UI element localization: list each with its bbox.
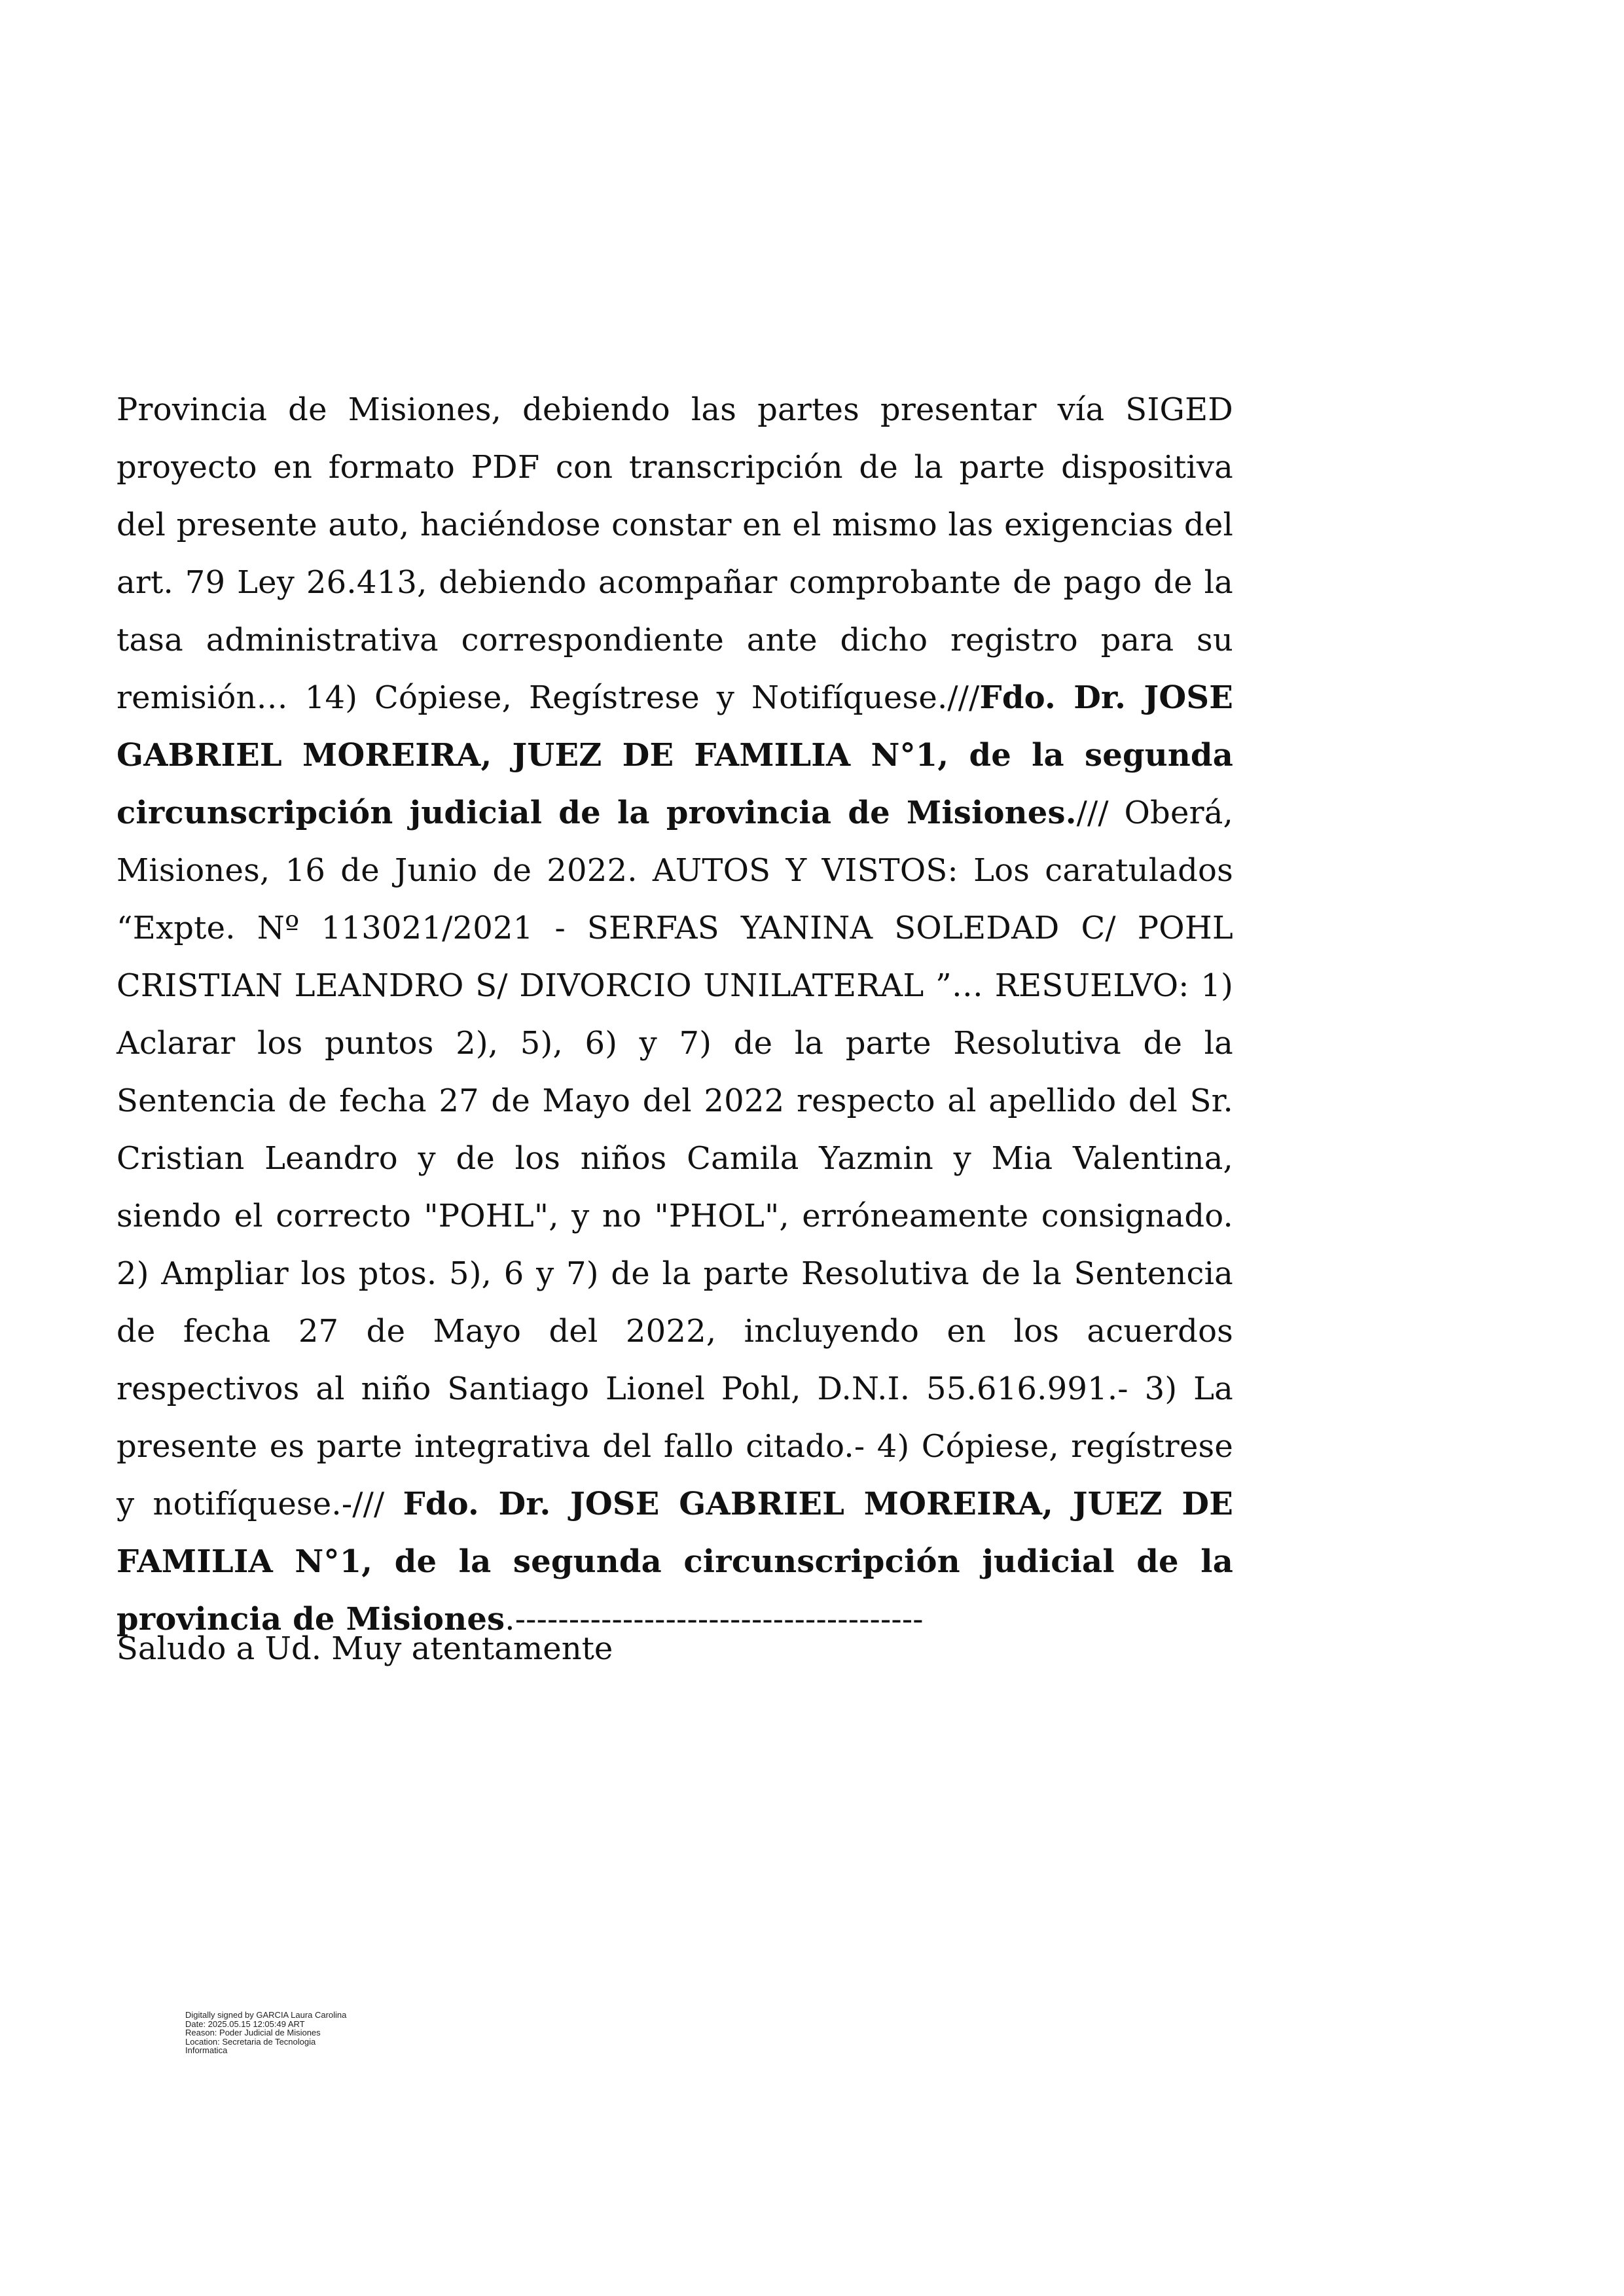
document-body-paragraph — [117, 381, 1233, 1648]
signature-line-signer: Digitally signed by GARCIA Laura Carolina — [185, 2010, 347, 2020]
signature-line-reason: Reason: Poder Judicial de Misiones — [185, 2028, 321, 2037]
body-text-segment: /// Oberá, Misiones, 16 de Junio de 2022. AUTOS Y VISTOS: Los caratulados “Expte. Nº 113021/2021 - SERFAS YANINA SOLEDAD C/ POHL CRISTIAN LEANDRO S/ DIVORCIO UNILATERAL ”… RESUELVO: 1) Aclarar los puntos 2), 5), 6) y 7) de la parte Resolutiva de la Sentencia de fecha 27 de Mayo del 2022 respecto al apellido del Sr. Cristian Leandro y de los niños Camila Yazmin y Mia Valentina, siendo el correcto "POHL", y no "PHOL", erróneamente consignado. 2) Ampliar los ptos. 5), 6 y 7) de la parte Resolutiva de la Sentencia de fecha 27 de Mayo del 2022, incluyendo en los acuerdos respectivos al niño Santiago Lionel Pohl, D.N.I. 55.616.991.- 3) La presente es parte integrativa del fallo citado.- 4) Cópiese, regístrese y notifíquese.-/// — [117, 795, 1234, 1522]
digital-signature-stamp — [185, 2011, 346, 2055]
body-text-segment: Provincia de Misiones, debiendo las partes presentar vía SIGED proyecto en formato PDF con transcripción de la parte dispositiva del presente auto, haciéndose constar en el mismo las exigencias del art. 79 Ley 26.413, debiendo acompañar comprobante de pago de la tasa administrativa correspondiente ante dicho registro para su remisión… 14) Cópiese, Regístrese y Notifíquese./// — [117, 391, 1233, 716]
judge-signature-bold: Fdo. Dr. JOSE GABRIEL MOREIRA, JUEZ DE FAMILIA N°1, de la segunda circunscripción judicial de la provincia de Misiones — [117, 1486, 1233, 1638]
signature-line-date: Date: 2025.05.15 12:05:49 ART — [185, 2018, 305, 2029]
body-text-dashes: .-------------------------------------- — [505, 1601, 924, 1638]
closing-salutation: Saludo a Ud. Muy atentamente — [117, 1630, 613, 1667]
judge-signature-bold: Fdo. Dr. JOSE GABRIEL MOREIRA, JUEZ DE FAMILIA N°1, de la segunda circunscripción judicial de la provincia de Misiones. — [117, 679, 1233, 831]
signature-line-location-cont: Informatica — [185, 2045, 228, 2055]
signature-line-location: Location: Secretaria de Tecnologia — [185, 2036, 316, 2047]
